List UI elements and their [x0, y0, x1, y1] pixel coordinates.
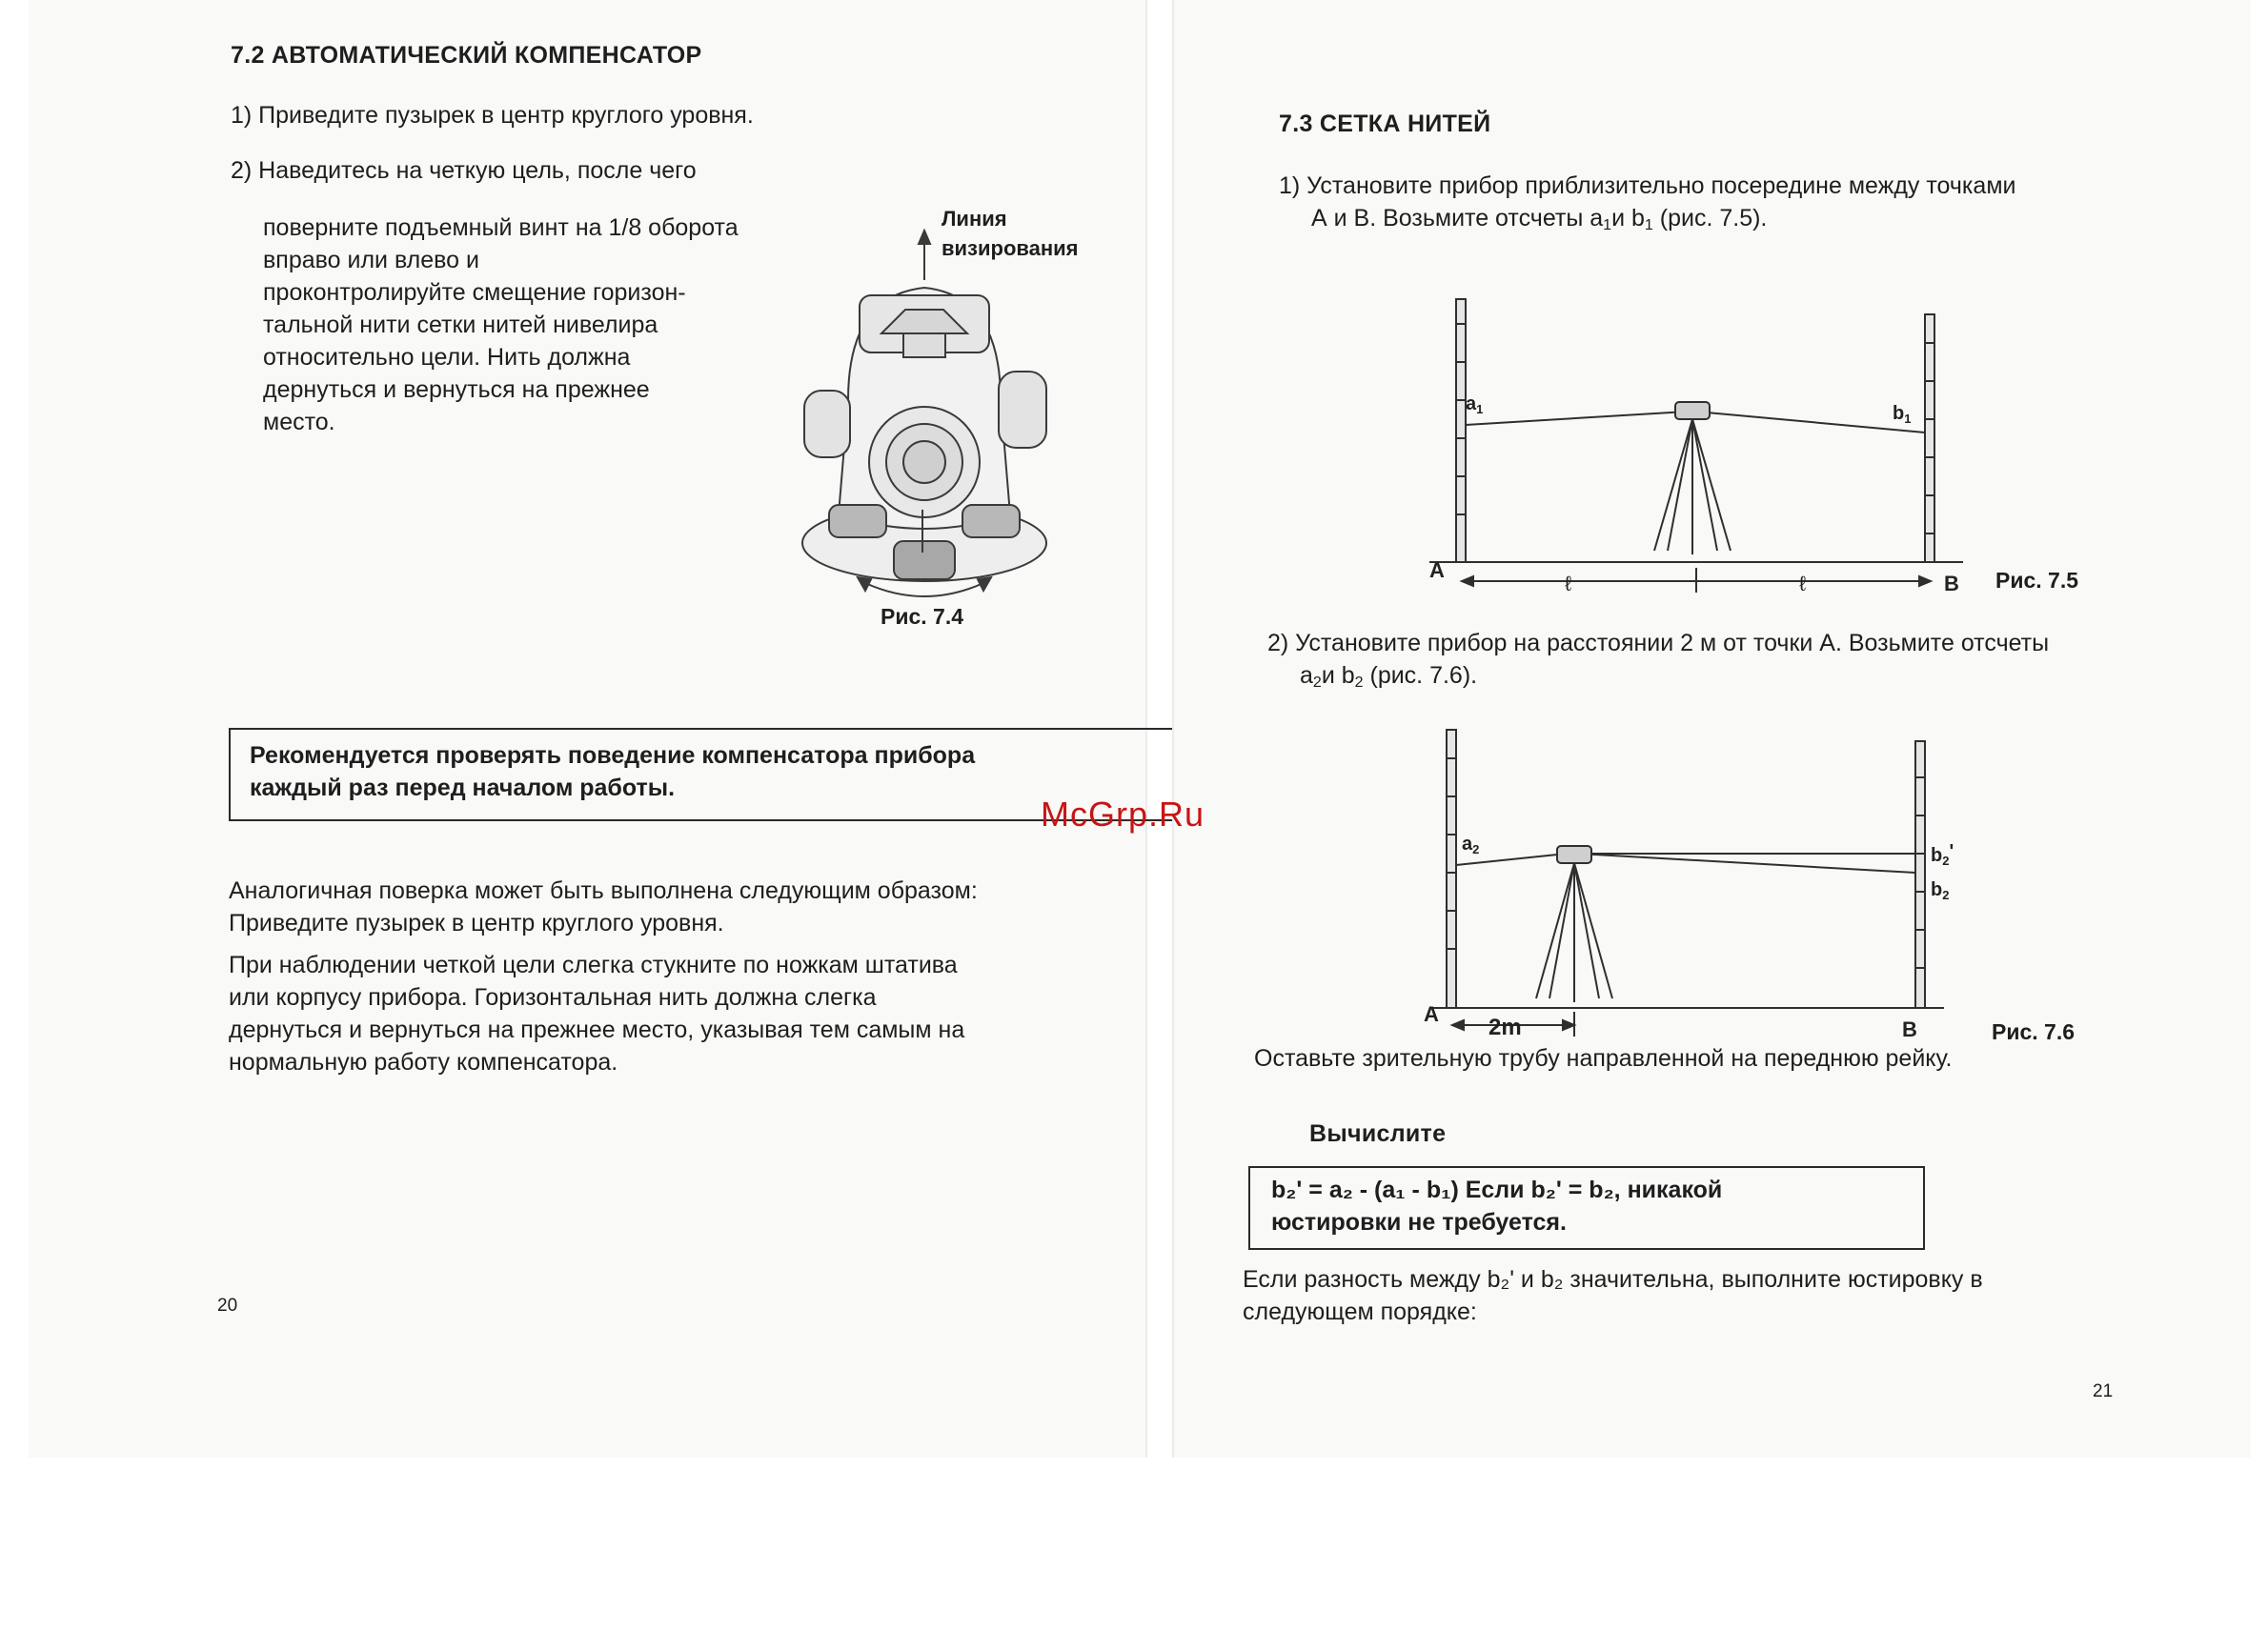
point-a: A — [1429, 558, 1445, 582]
label-a2: a — [1462, 834, 1473, 855]
sight-line-label: Линия визирования — [942, 207, 1079, 260]
page-number-right: 21 — [2093, 1381, 2114, 1401]
step-1-text: 1) Приведите пузырек в центр круглого уровня. — [231, 102, 754, 129]
label-b1: b — [1893, 403, 1905, 424]
svg-text:a1: $a_1$ — [1466, 393, 1484, 416]
svg-text:b2: $b_2$ — [1931, 879, 1950, 902]
step-1-block: 1) Установите прибор приблизительно посередине между точками А и В. Возьмите отсчеты $a_1и$ $b_1$ (рис. 7.5). — [1279, 172, 2016, 233]
figure-7-6-caption: Рис. 7.6 — [1992, 1019, 2076, 1044]
figure-7-4-caption: Рис. 7.4 — [881, 604, 964, 629]
svg-text:b1: $b_1$ — [1893, 403, 1912, 426]
step-2-block: 2) Установите прибор на расстоянии 2 м от точки А. Возьмите отсчеты $a_2и$ $b_2$ (рис. 7.6). — [1267, 630, 2050, 691]
step-2-line: тальной нити сетки нитей нивелира — [263, 312, 658, 338]
point-b: B — [1944, 572, 1959, 595]
level-instrument-illustration — [791, 229, 1077, 610]
step-2-body — [263, 211, 739, 438]
formula-box: b₂' = a₂ - (a₁ - b₁) Если b₂' = b₂, никакой юстировки не требуется. — [1248, 1166, 1925, 1250]
distance-2m: 2m — [1488, 1015, 1522, 1040]
section-title-7-3: 7.3 СЕТКА НИТЕЙ — [1279, 111, 1491, 137]
step-2-line: вправо или влево и — [263, 247, 479, 273]
label-b2-prime: b — [1931, 845, 1943, 866]
label-a1: a — [1466, 393, 1477, 414]
step-2-line: место. — [263, 409, 335, 435]
step-2-line: дернуться и вернуться на прежнее — [263, 376, 650, 403]
figure-7-6-diagram — [1410, 720, 1982, 1044]
step-2-line: проконтролируйте смещение горизон- — [263, 279, 686, 306]
leave-telescope-text: Оставьте зрительную трубу направленной на переднюю рейку. — [1254, 1045, 1953, 1072]
watermark-text: McGrp.Ru — [1041, 795, 1205, 834]
section-title-7-2: 7.2 АВТОМАТИЧЕСКИЙ КОМПЕНСАТОР — [231, 42, 702, 69]
step-2-intro: 2) Наведитесь на четкую цель, после чего — [231, 157, 697, 184]
figure-7-5-diagram — [1410, 286, 1982, 600]
step-2-line: поверните подъемный винт на 1/8 оборота — [263, 214, 739, 241]
point-a: A — [1424, 1002, 1439, 1026]
point-b: B — [1902, 1017, 1917, 1041]
svg-text:a2: $a_2$ — [1462, 834, 1480, 856]
figure-7-5-caption: Рис. 7.5 — [1995, 568, 2079, 593]
adjustment-paragraph: Если разность между b₂' и b₂ значительна, выполните юстировку в следующем порядке: — [1243, 1266, 1983, 1325]
distance-l-left: ℓ — [1565, 572, 1572, 595]
recommendation-box: Рекомендуется проверять поведение компенсатора прибора каждый раз перед началом работы. — [229, 728, 1326, 821]
page-number-left: 20 — [217, 1296, 238, 1316]
alternative-check-paragraph: Аналогичная поверка может быть выполнена следующим образом: Приведите пузырек в центр круглого уровня. При наблюдении четкой цели слегка стукните по ножкам штатива или корпусу прибора. Горизонтальная нить должна слегка дернуться и вернуться на прежнее место, указывая тем самым на нормальную работу компенсатора. — [229, 877, 978, 1076]
step-2-line: относительно цели. Нить должна — [263, 344, 631, 371]
distance-l-right: ℓ — [1799, 572, 1807, 595]
svg-text:b2': $b_2'$ — [1931, 841, 1954, 868]
label-b2: b — [1931, 879, 1943, 900]
compute-heading: Вычислите — [1309, 1120, 1447, 1147]
